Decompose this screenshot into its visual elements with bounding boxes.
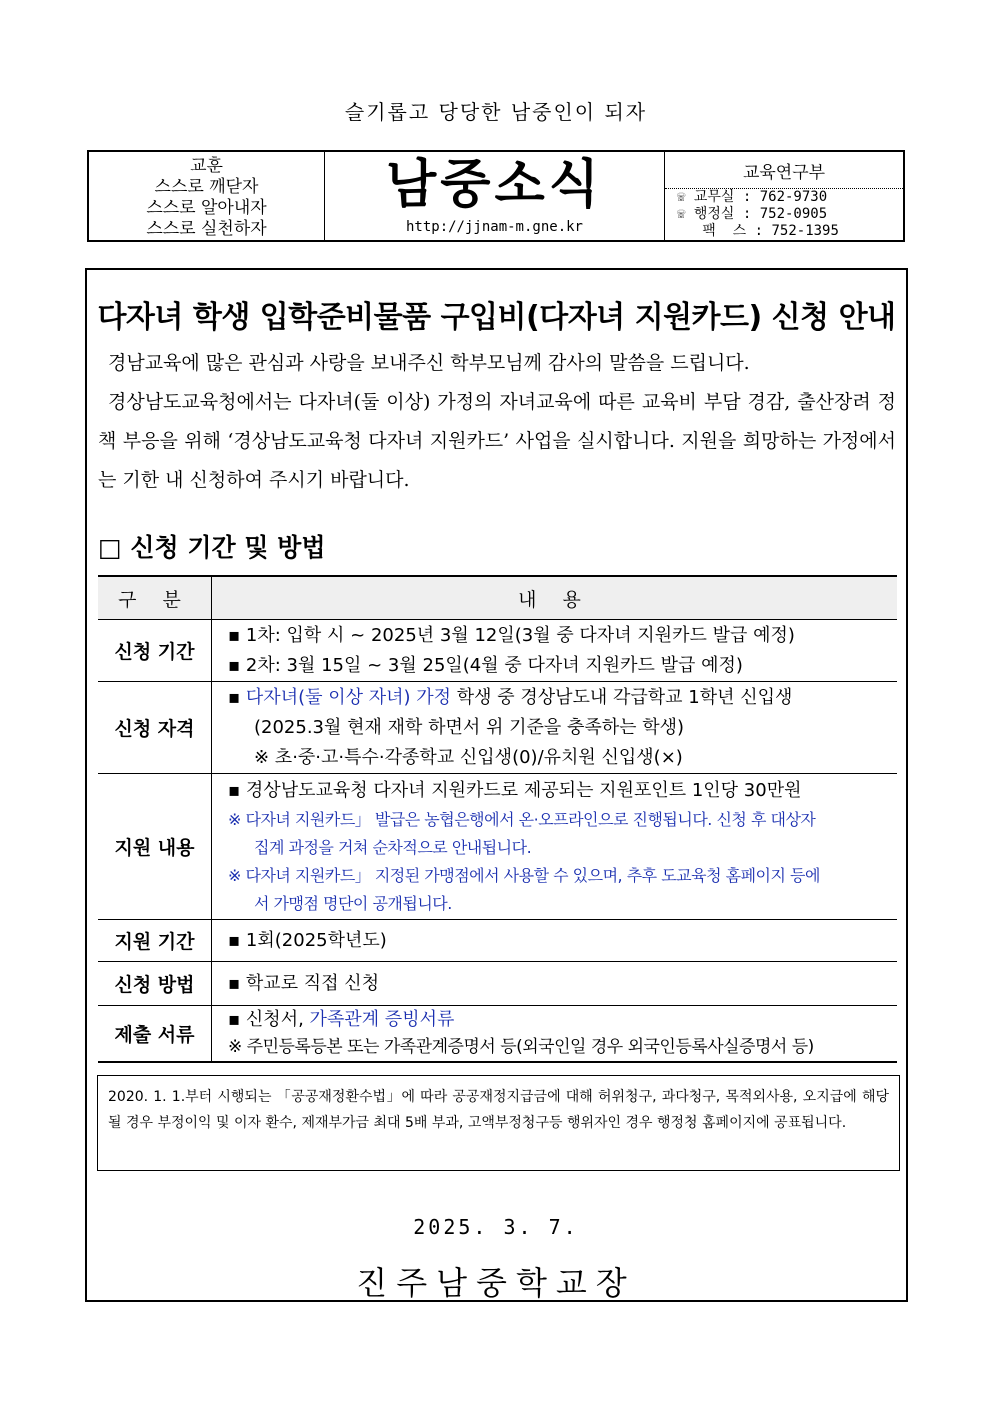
documents-highlight: 가족관계 증빙서류 <box>309 1009 455 1030</box>
newsletter-title-box <box>325 152 665 240</box>
row-label: 신청 자격 <box>98 682 212 774</box>
application-table <box>98 575 897 1063</box>
table-row <box>98 774 897 920</box>
contact-box <box>665 152 903 240</box>
document-title: 다자녀 학생 입학준비물품 구입비(다자녀 지원카드) 신청 안내 <box>97 300 896 335</box>
period-first: ▪ 1차: 입학 시 ~ 2025년 3월 12일(3월 중 다자녀 지원카드 발급 예정) <box>228 624 795 646</box>
row-label: 제출 서류 <box>98 1006 212 1063</box>
support-note: ※ 다자녀 지원카드」 발급은 농협은행에서 온·오프라인으로 진행됩니다. 신청 후 대상자 <box>228 809 816 829</box>
row-content <box>212 774 898 920</box>
contact-line: ☏ 교무실 : 762-9730 <box>677 189 828 205</box>
intro-paragraph: 경남교육에 많은 관심과 사랑을 보내주신 학부모님께 감사의 말씀을 드립니다. <box>108 352 750 374</box>
eligibility-main <box>228 683 897 713</box>
documents-main <box>228 1006 897 1033</box>
support-main: ▪ 경상남도교육청 다자녀 지원카드로 제공되는 지원포인트 1인당 30만원 <box>228 779 802 801</box>
bullet: ▪ <box>228 686 246 708</box>
row-content <box>212 1006 898 1063</box>
table-row <box>98 1006 897 1063</box>
eligibility-note: ※ 초·중·고·특수·각종학교 신입생(0)/유치원 신입생(×) <box>254 746 683 768</box>
table-row <box>98 682 897 774</box>
header-category: 구 분 <box>98 576 212 620</box>
contact-line: ☏ 행정실 : 752-0905 <box>677 206 828 222</box>
table-row <box>98 962 897 1006</box>
eligibility-highlight: 다자녀(둘 이상 자녀) 가정 <box>245 686 452 708</box>
row-label: 지원 기간 <box>98 920 212 962</box>
table-header-row <box>98 576 897 620</box>
newsletter-header <box>87 150 905 242</box>
principal-signature: 진주남중학교장 <box>356 1264 636 1302</box>
row-content <box>212 682 898 774</box>
documents-note: ※ 주민등록등본 또는 가족관계증명서 등(외국인일 경우 외국인등록사실증명서 등) <box>228 1037 814 1057</box>
department-name: 교육연구부 <box>665 152 903 189</box>
school-url[interactable]: http://jjnam-m.gne.kr <box>405 219 583 235</box>
school-motto-box <box>89 152 325 240</box>
school-motto-line: 스스로 깨닫자 <box>154 177 259 197</box>
header-content: 내 용 <box>212 576 898 620</box>
documents-prefix: ▪ 신청서, <box>228 1009 310 1030</box>
intro-text <box>98 344 896 500</box>
school-slogan: 슬기롭고 당당한 남중인이 되자 <box>344 100 648 124</box>
eligibility-note: (2025.3월 현재 재학 하면서 위 기준을 충족하는 학생) <box>254 716 685 738</box>
table-row <box>98 620 897 682</box>
row-content: ▪ 학교로 직접 신청 <box>212 962 898 1006</box>
newsletter-title: 남중소식 <box>386 155 603 215</box>
support-note: 집계 과정을 거쳐 순차적으로 안내됩니다. <box>254 837 532 857</box>
contact-line: 팩 스 : 752-1395 <box>677 223 839 239</box>
row-label: 지원 내용 <box>98 774 212 920</box>
legal-notice: 2020. 1. 1.부터 시행되는 「공공재정환수법」에 따라 공공재정지급금에 대해 허위청구, 과다청구, 목적외사용, 오지급에 해당될 경우 부정이익 및 이자 환수, 제재부가금 최대 5배 부과, 고액부정청구등 행위자인 경우 행정청 홈페이지에 공표됩니다. <box>97 1075 900 1171</box>
table-row <box>98 920 897 962</box>
support-note: 서 가맹점 명단이 공개됩니다. <box>254 893 452 913</box>
issue-date: 2025. 3. 7. <box>413 1215 579 1239</box>
eligibility-rest: 학생 중 경상남도내 각급학교 1학년 신입생 <box>451 686 793 708</box>
row-content: ▪ 1회(2025학년도) <box>212 920 898 962</box>
school-motto-line: 스스로 알아내자 <box>146 198 267 218</box>
intro-paragraph: 경상남도교육청에서는 다자녀(둘 이상) 가정의 자녀교육에 따른 교육비 부담 경감, 출산장려 정책 부응을 위해 ‘경상남도교육청 다자녀 지원카드’ 사업을 실시합니다. 지원을 희망하는 가정에서는 기한 내 신청하여 주시기 바랍니다. <box>98 391 896 491</box>
school-motto-title: 교훈 <box>190 156 223 176</box>
school-motto-line: 스스로 실천하자 <box>146 219 267 239</box>
row-content <box>212 620 898 682</box>
period-second: ▪ 2차: 3월 15일 ~ 3월 25일(4월 중 다자녀 지원카드 발급 예정) <box>228 654 743 676</box>
support-note: ※ 다자녀 지원카드」 지정된 가맹점에서 사용할 수 있으며, 추후 도교육청 홈페이지 등에 <box>228 865 820 885</box>
row-label: 신청 기간 <box>98 620 212 682</box>
section-heading: □ 신청 기간 및 방법 <box>98 533 326 562</box>
row-label: 신청 방법 <box>98 962 212 1006</box>
